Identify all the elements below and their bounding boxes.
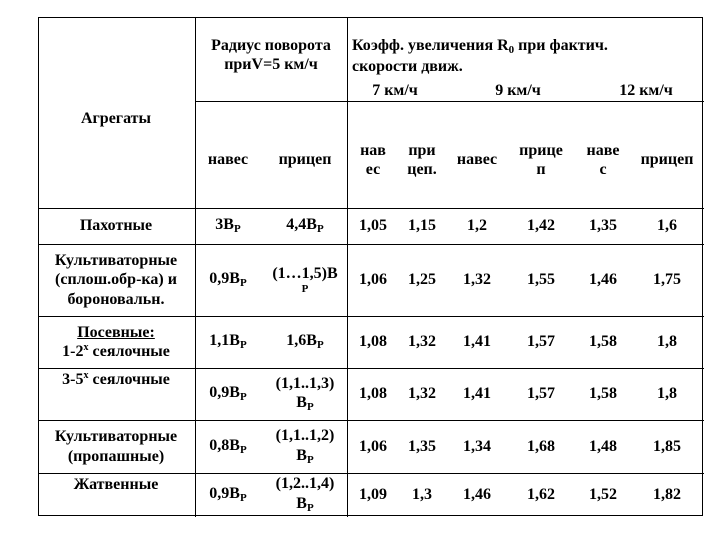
value-text: 1,35 xyxy=(589,217,617,235)
speed-col-5 xyxy=(576,136,630,184)
value-cell xyxy=(576,244,630,316)
row6-radius-navs xyxy=(196,473,260,516)
value-cell xyxy=(350,316,396,368)
value-cell xyxy=(508,473,574,516)
value-text: 1,68 xyxy=(527,437,555,455)
value-cell xyxy=(576,368,630,420)
value-cell xyxy=(448,316,506,368)
row4-name xyxy=(38,370,194,420)
row3-rn: 1,1В xyxy=(209,332,240,350)
row4-rn-sub: Р xyxy=(239,391,247,404)
speed-9 xyxy=(470,80,566,102)
row6-radius-pric xyxy=(262,473,348,516)
value-cell xyxy=(632,316,702,368)
speed-col-6-l1: прицеп xyxy=(640,151,694,169)
row5-rp: (1,1..1,2) xyxy=(275,427,335,445)
value-cell xyxy=(576,473,630,516)
speed-col-1-l1: нав xyxy=(360,141,386,159)
speed-col-4-l1: прице xyxy=(519,141,563,159)
value-cell xyxy=(398,316,446,368)
value-cell xyxy=(632,420,702,473)
row3-name-rest: сеялочные xyxy=(88,343,170,360)
row2-name-l2: (сплош.обр-ка) и xyxy=(55,271,177,289)
coeff-header xyxy=(352,36,702,76)
value-text: 1,06 xyxy=(359,271,387,289)
value-text: 1,3 xyxy=(412,485,432,503)
radius-header xyxy=(196,36,346,76)
radius-col-pric xyxy=(262,145,348,175)
value-cell xyxy=(576,208,630,244)
row5-name xyxy=(38,420,194,473)
value-text: 1,32 xyxy=(463,271,491,289)
value-text: 1,46 xyxy=(463,485,491,503)
radius-header-line2: приV=5 км/ч xyxy=(224,56,318,74)
radius-col-pric-label: прицеп xyxy=(278,151,332,169)
value-text: 1,58 xyxy=(589,385,617,403)
value-text: 1,06 xyxy=(359,437,387,455)
coeff-header-sub: 0 xyxy=(508,44,515,56)
radius-col-navs xyxy=(196,145,260,175)
value-text: 1,48 xyxy=(589,437,617,455)
value-text: 1,15 xyxy=(408,217,436,235)
value-text: 1,08 xyxy=(359,333,387,351)
row4-name-num: 3-5 xyxy=(62,371,84,388)
row6-rn: 0,9В xyxy=(209,484,240,502)
coeff-header-tail: при фактич. xyxy=(514,37,608,54)
value-cell xyxy=(448,420,506,473)
row6-rn-sub: Р xyxy=(239,491,247,504)
coeff-header-text: Коэфф. увеличения R xyxy=(352,37,509,54)
value-cell xyxy=(350,208,396,244)
speed-12 xyxy=(598,80,694,102)
speed-col-5-l2: с xyxy=(599,161,607,178)
row3-rp: 1,6В xyxy=(286,332,317,350)
value-cell xyxy=(508,208,574,244)
value-text: 1,05 xyxy=(359,217,387,235)
value-cell xyxy=(448,368,506,420)
value-text: 1,34 xyxy=(463,437,491,455)
row4-name-rest: сеялочные xyxy=(88,371,170,388)
row1-rp-sub: Р xyxy=(316,223,324,236)
value-text: 1,41 xyxy=(463,333,491,351)
row2-rp: (1…1,5)В xyxy=(272,264,338,282)
row1-radius-navs xyxy=(196,208,260,244)
value-cell xyxy=(448,244,506,316)
value-cell xyxy=(398,368,446,420)
speed-9-label: 9 км/ч xyxy=(495,82,541,100)
row1-rn: 3В xyxy=(215,216,234,234)
row5-name-l1: Культиваторные xyxy=(54,428,178,446)
value-text: 1,09 xyxy=(359,485,387,503)
radius-col-navs-label: навес xyxy=(207,151,249,169)
value-cell xyxy=(508,316,574,368)
value-text: 1,8 xyxy=(657,333,677,351)
speed-col-2-l1: при xyxy=(408,141,436,159)
value-text: 1,35 xyxy=(408,437,436,455)
row2-rn: 0,9В xyxy=(209,270,240,288)
value-text: 1,82 xyxy=(653,485,681,503)
row3-name xyxy=(38,316,194,368)
value-text: 1,75 xyxy=(653,271,681,289)
row2-name xyxy=(38,244,194,316)
row1-rn-sub: Р xyxy=(233,223,241,236)
row5-rn: 0,8В xyxy=(209,436,240,454)
row2-rp-sub: Р xyxy=(301,283,309,295)
value-cell xyxy=(350,368,396,420)
aggregates-label: Агрегаты xyxy=(80,110,152,128)
value-text: 1,52 xyxy=(589,485,617,503)
row4-radius-navs xyxy=(196,368,260,420)
value-cell xyxy=(448,473,506,516)
row2-radius-pric xyxy=(262,244,348,316)
row1-radius-pric xyxy=(262,208,348,244)
row4-rp-sub: Р xyxy=(306,401,314,413)
row3-name-l2 xyxy=(62,342,170,361)
speed-col-6 xyxy=(632,136,702,184)
aggregates-header xyxy=(38,107,194,131)
value-text: 1,25 xyxy=(408,271,436,289)
value-cell xyxy=(508,420,574,473)
row2-name-l3: бороновальн. xyxy=(67,290,165,308)
row4-radius-pric xyxy=(262,368,348,420)
row2-rn-sub: Р xyxy=(239,277,247,290)
row4-name-sup: х xyxy=(83,370,89,381)
value-cell xyxy=(632,473,702,516)
value-cell xyxy=(448,208,506,244)
value-cell xyxy=(576,420,630,473)
value-cell xyxy=(398,420,446,473)
row3-name-sup: х xyxy=(83,342,89,353)
speed-col-1-l2: ес xyxy=(365,161,381,178)
value-text: 1,57 xyxy=(527,385,555,403)
value-cell xyxy=(350,473,396,516)
value-text: 1,08 xyxy=(359,385,387,403)
value-cell xyxy=(350,420,396,473)
row4-rp: (1,1..1,3) xyxy=(275,374,335,392)
speed-col-2-l2: цеп. xyxy=(407,161,437,178)
speed-col-1 xyxy=(350,136,396,184)
value-text: 1,55 xyxy=(527,271,555,289)
value-text: 1,2 xyxy=(467,217,487,235)
row3-rp-sub: Р xyxy=(316,339,324,352)
row1-name xyxy=(38,208,194,244)
value-cell xyxy=(398,473,446,516)
speed-col-5-l1: наве xyxy=(586,141,620,159)
value-cell xyxy=(632,368,702,420)
value-cell xyxy=(632,244,702,316)
row6-name-text: Жатвенные xyxy=(73,476,159,493)
row2-name-l1: Культиваторные xyxy=(54,252,178,270)
value-cell xyxy=(508,244,574,316)
value-text: 1,62 xyxy=(527,485,555,503)
value-text: 1,42 xyxy=(527,217,555,235)
value-cell xyxy=(398,208,446,244)
speed-col-4 xyxy=(508,136,574,184)
row5-radius-pric xyxy=(262,420,348,473)
row3-name-l1: Посевные: xyxy=(77,323,155,341)
speed-col-4-l2: п xyxy=(536,161,546,178)
value-cell xyxy=(398,244,446,316)
value-text: 1,57 xyxy=(527,333,555,351)
row5-rn-sub: Р xyxy=(239,443,247,456)
row6-rp: (1,2..1,4) xyxy=(275,475,335,493)
row3-name-num: 1-2 xyxy=(62,343,84,360)
row6-name xyxy=(38,475,194,515)
value-text: 1,8 xyxy=(657,385,677,403)
speed-col-3 xyxy=(448,136,506,184)
value-text: 1,85 xyxy=(653,437,681,455)
speed-7-label: 7 км/ч xyxy=(372,82,418,100)
row4-name-line xyxy=(62,370,170,389)
row1-name-text: Пахотные xyxy=(79,217,153,235)
row2-radius-navs xyxy=(196,244,260,316)
row5-name-l2: (пропашные) xyxy=(67,447,165,465)
value-text: 1,32 xyxy=(408,333,436,351)
value-text: 1,46 xyxy=(589,271,617,289)
speed-12-label: 12 км/ч xyxy=(619,82,673,100)
coeff-header-line1 xyxy=(352,36,608,57)
row3-radius-navs xyxy=(196,316,260,368)
row3-radius-pric xyxy=(262,316,348,368)
value-cell xyxy=(632,208,702,244)
coeff-header-line2: скорости движ. xyxy=(352,58,463,76)
value-text: 1,41 xyxy=(463,385,491,403)
row6-rp-b: В xyxy=(296,494,307,512)
row6-rp-sub: Р xyxy=(306,501,314,514)
row4-rn: 0,9В xyxy=(209,384,240,402)
value-text: 1,6 xyxy=(657,217,677,235)
value-cell xyxy=(576,316,630,368)
value-text: 1,58 xyxy=(589,333,617,351)
row1-rp: 4,4В xyxy=(286,216,317,234)
speed-col-3-l1: навес xyxy=(456,151,498,169)
row5-rp-b: В xyxy=(296,446,307,464)
speed-7 xyxy=(347,80,443,102)
row5-radius-navs xyxy=(196,420,260,473)
value-cell xyxy=(350,244,396,316)
row4-rp-b: В xyxy=(296,394,307,411)
row5-rp-sub: Р xyxy=(306,453,314,466)
speed-col-2 xyxy=(398,136,446,184)
value-text: 1,32 xyxy=(408,385,436,403)
radius-header-line1: Радиус поворота xyxy=(211,37,331,54)
row3-rn-sub: Р xyxy=(239,339,247,352)
value-cell xyxy=(508,368,574,420)
